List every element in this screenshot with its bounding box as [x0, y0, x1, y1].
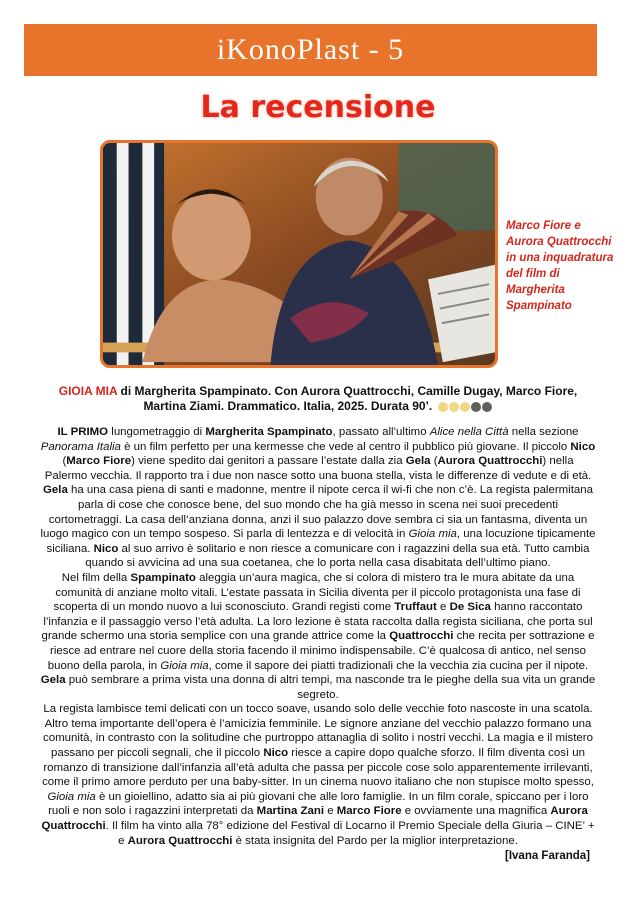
text-run: riesce a capire dopo qualche sforzo. Il film diventa così un romanzo di transizione dall’infanzia all’età adulta che passa per piccole cose solo apparentemente irrilevanti, come il primo amore perduto per una baby-sitter. In un cinema nuovo italiano che non stupisce molto spesso, — [42, 747, 594, 789]
film-still-illustration — [103, 143, 495, 365]
text-run: è un gioiellino, adatto sia ai più giovani che alle loro famiglie. In un film corale, spiccano per i loro ruoli e non solo i ragazzini interpretati da — [48, 790, 589, 818]
italic-text: Panorama Italia — [40, 440, 121, 453]
bold-text: Gela — [43, 484, 68, 497]
italic-text: Gioia mia — [47, 790, 96, 803]
bold-text: Marco Fiore — [66, 455, 132, 468]
bold-text: Truffaut — [394, 601, 437, 614]
italic-text: Gioia mia — [408, 528, 457, 541]
bold-text: Margherita Spampinato — [205, 426, 333, 438]
text-run: nella sezione — [508, 426, 579, 438]
text-run: e — [324, 805, 337, 818]
text-run: può sembrare a prima vista una donna di altri tempi, ma nasconde tra le pieghe della sua vita un grande segreto. — [65, 674, 596, 701]
text-run: al suo arrivo è solitario e non riesce a comunicare con i ragazzini della sua età. Tutto cambia quando si avvicina ad una sua coetanea, che lo porta nella casa disabitata dell’ultimo piano. — [85, 542, 590, 570]
text-run: e ovviamente una magnifica — [401, 805, 551, 818]
bold-text: Nico — [263, 747, 289, 760]
rating-dot-filled — [449, 402, 459, 412]
rating-dot-filled — [438, 402, 448, 412]
review-paragraph — [40, 425, 596, 571]
text-run: hanno raccontato l’infanzia e il passaggio verso l’età adulta. La loro lezione è stata raccolta dalla regista siciliana, che porta sul grande schermo una storia semplice con una grande attrice come la — [41, 601, 593, 643]
film-credits — [40, 384, 596, 414]
review-body — [40, 425, 596, 848]
text-run: ) viene spedito dai genitori a passare l’estate dalla zia — [131, 455, 406, 468]
rating-dot-empty — [482, 402, 492, 412]
text-run: . Il film ha vinto alla 78° edizione del Festival di Locarno il Premio Speciale della Giuria – CINE’ + e — [105, 820, 595, 847]
credits-details: di Margherita Spampinato. Con Aurora Quattrocchi, Camille Dugay, Marco Fiore, Martina Ziami. Drammatico. Italia, 2025. Durata 90’. — [117, 384, 578, 413]
bold-text: Spampinato — [130, 571, 196, 584]
bold-text: Nico — [570, 440, 596, 453]
italic-text: Alice nella Città — [429, 426, 509, 438]
text-run: che recita per sottrazione e riesce ad entrare nel cuore della storia facendo il minimo indispensabile. C’è qualcosa di antico, nel senso buono della parola, in — [47, 630, 595, 672]
text-run: ( — [62, 455, 67, 468]
text-run: ) nella Palermo vecchia. Il rapporto tra i due non nasce sotto una buona stella, vista le differenze di vedute e di età. — [44, 455, 592, 482]
text-run: aleggia un’aura magica, che si colora di mistero tra le mura abitate da una comunità di anziane molto vitali. L’estate passata in Sicilia diventa per il piccolo protagonista una fase di scoperta di un mondo nuovo a lui sconosciuto. Grandi registi come — [53, 571, 581, 614]
bold-text: Marco Fiore — [336, 805, 402, 818]
rating-dot-filled — [460, 402, 470, 412]
text-run: e — [436, 601, 450, 614]
review-paragraph — [40, 571, 596, 702]
bold-text: Gela — [40, 674, 66, 687]
rating-dot-empty — [471, 402, 481, 412]
photo-caption: Marco Fiore e Aurora Quattrocchi in una inquadratura del film di Margherita Spampinato — [506, 220, 614, 312]
bold-text: IL PRIMO — [57, 426, 109, 438]
bold-text: De Sica — [449, 601, 491, 614]
text-run: , una locuzione tipicamente siciliana. — [46, 528, 596, 555]
bold-text: Nico — [93, 542, 119, 555]
review-paragraph — [40, 702, 596, 848]
text-run: lungometraggio di — [108, 426, 206, 438]
bold-text: Gela — [405, 455, 431, 468]
text-run: è stata insignita del Pardo per la miglior interpretazione. — [232, 834, 518, 847]
bold-text: Martina Zani — [256, 805, 325, 818]
text-run: Nel film della — [61, 571, 131, 584]
text-run: , come il sapore dei piatti tradizionali che la vecchia zia cucina per il nipote. — [208, 659, 589, 672]
bold-text: Aurora Quattrocchi — [41, 805, 588, 833]
section-headline: La recensione — [200, 90, 436, 125]
rating-dots — [438, 399, 493, 414]
bold-text: Aurora Quattrocchi — [127, 834, 233, 847]
text-run: , passato all’ultimo — [332, 426, 430, 438]
text-run: ( — [430, 455, 438, 468]
film-title: GIOIA MIA — [58, 384, 118, 398]
author-signature: [Ivana Faranda] — [505, 850, 590, 862]
text-run: ha una casa piena di santi e madonne, mentre il nipote cerca il wi-fi che non c’è. La regista palermitana parla di cose che conosce bene, del suo mondo che ha già messo in scena nei suoi precedenti cortometraggi. La casa dell’anziana donna, anzi il suo palazzo dove sembra ci sia un fantasma, diventa un luogo magico con un tempo sospeso. Si parla di lentezza e di velocità in — [40, 484, 593, 541]
text-run: è un film perfetto per una kermesse che vede al centro il pubblico più giovane. Il piccolo — [120, 440, 571, 453]
text-run: La regista lambisce temi delicati con un tocco soave, usando solo delle vecchie foto nascoste in una scatola. Altro tema importante dell’opera è l’amicizia femminile. Le signore anziane del vecchio palazzo formano una comunità, in contrasto con la solitudine che purtroppo attanaglia di solito i nostri vecchi. La magia e il mistero passano per piccoli segnali, che il piccolo — [43, 703, 593, 760]
bold-text: Aurora Quattrocchi — [437, 455, 543, 468]
bold-text: Quattrocchi — [389, 630, 454, 643]
magazine-title: iKonoPlast - 5 — [216, 33, 405, 66]
italic-text: Gioia mia — [160, 659, 209, 672]
header-banner — [24, 24, 597, 76]
film-still-image — [100, 140, 498, 368]
